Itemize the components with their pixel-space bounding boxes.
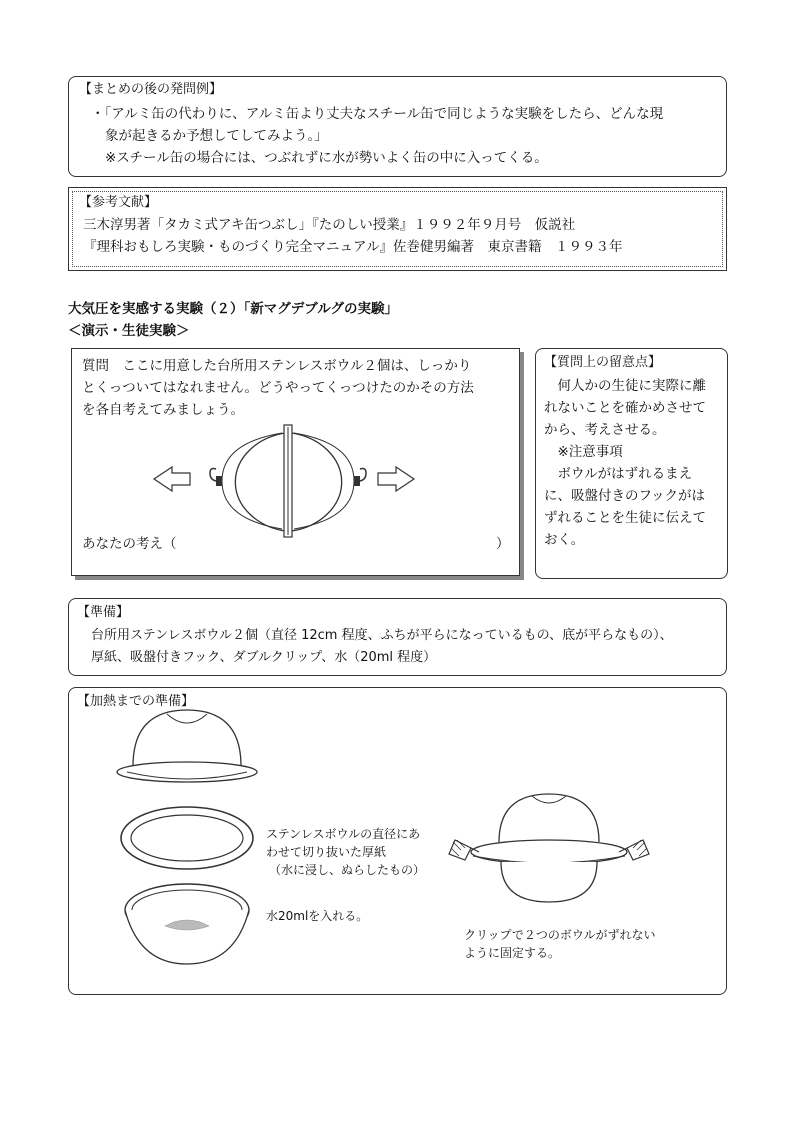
answer-label: あなたの考え（ <box>82 536 177 552</box>
prep-box <box>68 598 727 676</box>
question-line1: 質問 ここに用意した台所用ステンレスボウル２個は、しっかり <box>82 358 472 374</box>
summary-note: ※スチール缶の場合には、つぶれずに水が勢いよく缶の中に入ってくる。 <box>105 150 548 166</box>
prep-line2: 厚紙、吸盤付きフック、ダブルクリップ、水（20ml 程度） <box>91 650 437 665</box>
cardboard-ring-icon <box>121 807 253 869</box>
left-arrow-icon <box>154 467 190 491</box>
summary-box <box>68 76 727 177</box>
bowl-pair-illustration <box>132 421 452 541</box>
caution-line-5: ボウルがはずれるまえ <box>544 466 693 482</box>
left-clip-icon <box>449 840 479 860</box>
right-clip-icon <box>619 840 649 860</box>
reference-1: 三木淳男著「タカミ式アキ缶つぶし」『たのしい授業』１９９２年９月号 仮説社 <box>83 217 576 233</box>
caution-heading: 【質問上の留意点】 <box>544 355 662 370</box>
summary-heading: 【まとめの後の発問例】 <box>79 82 223 97</box>
section-title: 大気圧を実感する実験（２）「新マグデブルグの実験」 <box>68 301 398 317</box>
summary-question-line1: ・「アルミ缶の代わりに、アルミ缶より丈夫なスチール缶で同じような実験をしたら、どんな現 <box>91 106 664 122</box>
reference-2: 『理科おもしろ実験・ものづくり完全マニュアル』佐巻健男編著 東京書籍 １９９３年 <box>83 239 623 255</box>
top-bowl-icon <box>117 710 257 782</box>
caution-line-2: れないことを確かめさせて <box>544 400 706 416</box>
prep-line1: 台所用ステンレスボウル２個（直径 12cm 程度、ふちが平らになっているもの、底が平らなもの）、 <box>91 628 673 643</box>
right-bowl-icon <box>292 433 342 531</box>
summary-question-line2: 象が起きるか予想してしてみよう。」 <box>105 128 328 144</box>
references-heading: 【参考文献】 <box>79 195 158 210</box>
section-subtitle: ＜演示・生徒実験＞ <box>68 323 190 339</box>
caution-line-6: に、吸盤付きのフックがは <box>544 488 706 504</box>
caution-line-4: ※注意事項 <box>544 444 623 460</box>
label-water: 水20mlを入れる。 <box>266 909 369 923</box>
assembled-bowls-icon <box>471 794 627 902</box>
bottom-bowl-icon <box>125 884 249 964</box>
label-paper-1: ステンレスボウルの直径にあ <box>266 827 421 841</box>
caution-line-3: から、考えさせる。 <box>544 422 666 438</box>
caution-line-8: おく。 <box>544 532 585 548</box>
heating-heading: 【加熱までの準備】 <box>77 694 195 709</box>
label-paper-3: （水に浸し、ぬらしたもの） <box>269 863 426 877</box>
label-clip-2: ように固定する。 <box>464 946 561 960</box>
caution-line-1: 何人かの生徒に実際に離 <box>544 378 706 394</box>
heating-box <box>68 687 727 995</box>
caution-line-7: ずれることを生徒に伝えて <box>544 510 706 526</box>
label-clip-1: クリップで２つのボウルがずれない <box>464 928 656 942</box>
question-line2: とくっついてはなれません。どうやってくっつけたのかその方法 <box>82 380 474 396</box>
caution-box <box>535 348 728 579</box>
label-paper-2: わせて切り抜いた厚紙 <box>266 845 387 859</box>
question-box <box>71 348 520 576</box>
answer-close: ） <box>496 536 510 552</box>
references-box <box>68 187 727 271</box>
question-line3: を各自考えてみましょう。 <box>82 402 244 418</box>
right-arrow-icon <box>378 467 414 491</box>
prep-heading: 【準備】 <box>77 605 130 620</box>
